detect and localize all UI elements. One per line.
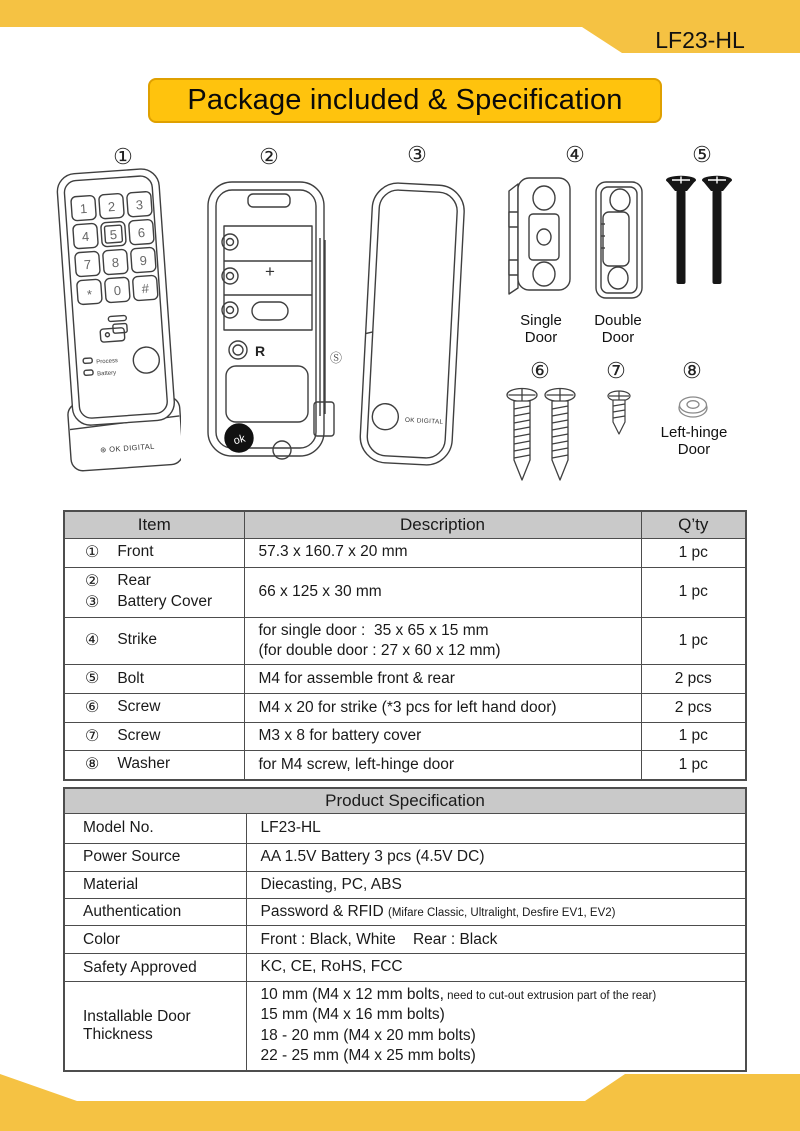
spec-value-line: 10 mm (M4 x 12 mm bolts, need to cut-out extrusion part of the rear) [260,985,657,1003]
product-specification-table [63,787,747,1072]
bolts-illustration [660,174,738,292]
spec-label: Installable Door Thickness [64,981,246,1070]
item-label: Screw [117,698,161,716]
led-label-battery: Battery [96,370,117,378]
item-desc: for single door : 35 x 65 x 15 mm [258,621,489,639]
item-num: ⑧ [85,756,100,774]
key-7: 7 [83,256,92,273]
spec-value-line: 22 - 25 mm (M4 x 25 mm bolts) [260,1047,476,1065]
key-hash: # [141,280,150,297]
table-row [64,538,746,567]
spec-table-title: Product Specification [64,788,746,813]
cover-logo: OK DIGITAL [404,416,444,426]
footer-band [0,1071,800,1131]
marker-6: ⑥ [530,358,550,383]
rear-side-mark: Ⓢ [329,351,343,365]
single-door-caption: Single Door [520,312,562,347]
spec-value: Password & RFID (Mifare Classic, Ultralight, Desfire EV1, EV2) [246,898,746,925]
spec-label: Material [64,871,246,898]
item-qty: 1 pc [641,617,746,664]
spec-label: Safety Approved [64,954,246,981]
item-num: ⑥ [85,698,100,716]
spec-value [246,981,746,1070]
spec-value: AA 1.5V Battery 3 pcs (4.5V DC) [246,843,746,871]
marker-7: ⑦ [606,358,626,383]
key-6: 6 [137,224,146,241]
key-2: 2 [107,198,116,215]
spec-row [64,926,746,954]
item-desc: M4 x 20 for strike (*3 pcs for left hand door) [258,698,557,716]
col-header-item: Item [64,511,244,538]
table-row [64,664,746,693]
table-row [64,567,746,617]
spec-header-row [64,788,746,813]
table-row [64,751,746,780]
rear-unit-illustration [192,178,344,470]
item-qty: 1 pc [641,538,746,567]
spec-label: Authentication [64,898,246,925]
left-hinge-caption: Left-hinge Door [660,424,728,459]
battery-cover-illustration [350,178,475,480]
table-row [64,693,746,722]
col-header-qty: Q’ty [641,511,746,538]
marker-4: ④ [565,142,585,167]
spec-row [64,843,746,871]
rear-r-button-label: R [255,343,266,359]
item-qty: 2 pcs [641,693,746,722]
marker-1: ① [113,144,133,169]
package-included-table [63,510,747,781]
marker-3: ③ [407,142,427,167]
single-door-strike-illustration [502,172,582,308]
item-num: ⑤ [85,670,100,688]
led-label-process: Process [96,358,119,366]
item-desc: M3 x 8 for battery cover [258,727,422,745]
model-number-tag: LF23-HL [655,27,745,53]
item-label: Front [117,543,154,561]
item-num: ⑦ [85,727,100,745]
spec-label: Model No. [64,813,246,843]
strike-screws-illustration [500,384,586,486]
battery-cover-screw-illustration [602,388,636,438]
table-header-row [64,511,746,538]
marker-2: ② [259,144,279,169]
rear-ok-logo: ok [232,432,247,448]
marker-5: ⑤ [692,142,712,167]
item-desc: M4 for assemble front & rear [258,669,455,687]
double-door-strike-illustration [586,176,650,306]
spec-value-line: 15 mm (M4 x 16 mm bolts) [260,1006,445,1024]
spec-row [64,813,746,843]
spec-value: KC, CE, RoHS, FCC [246,954,746,981]
key-8: 8 [111,254,120,271]
spec-label: Power Source [64,843,246,871]
key-9: 9 [139,252,148,269]
key-1: 1 [79,200,88,217]
item-label: Rear [117,572,151,590]
spec-row [64,871,746,898]
item-qty: 1 pc [641,722,746,751]
item-label: Washer [117,755,171,773]
spec-row [64,954,746,981]
item-desc: (for double door : 27 x 60 x 12 mm) [258,641,501,659]
spec-value: LF23-HL [246,813,746,843]
spec-row [64,898,746,925]
spec-value-line: 18 - 20 mm (M4 x 20 mm bolts) [260,1026,476,1044]
item-qty: 1 pc [641,567,746,617]
key-0: 0 [113,282,122,299]
item-num: ③ [85,594,100,612]
spec-value: Front : Black, White Rear : Black [246,926,746,954]
item-desc: 57.3 x 160.7 x 20 mm [258,543,408,561]
spec-row [64,981,746,1070]
item-desc: for M4 screw, left-hinge door [258,755,455,773]
table-row [64,722,746,751]
front-logo: ⊛ OK DIGITAL [99,441,156,455]
page-title: Package included & Specification [148,78,662,123]
item-label: Bolt [117,669,145,687]
battery-plus-mark: + [265,262,275,281]
item-label: Screw [117,726,161,744]
spec-value-note: (Mifare Classic, Ultralight, Desfire EV1, EV2) [387,906,616,919]
key-4: 4 [81,228,90,245]
marker-8: ⑧ [682,358,702,383]
item-qty: 1 pc [641,751,746,780]
col-header-description: Description [244,511,641,538]
key-5: 5 [109,226,118,243]
double-door-caption: Double Door [594,312,642,347]
spec-label: Color [64,926,246,954]
item-desc: 66 x 125 x 30 mm [258,583,382,601]
item-qty: 2 pcs [641,664,746,693]
spec-value: Diecasting, PC, ABS [246,871,746,898]
table-row [64,617,746,664]
item-num: ④ [85,632,100,650]
washer-illustration [672,392,714,422]
key-star: * [86,286,93,303]
item-label: Strike [117,631,157,649]
item-label: Battery Cover [117,593,213,611]
item-num: ② [85,572,100,590]
item-num: ① [85,543,100,561]
key-3: 3 [135,196,144,213]
front-unit-illustration [56,168,181,475]
